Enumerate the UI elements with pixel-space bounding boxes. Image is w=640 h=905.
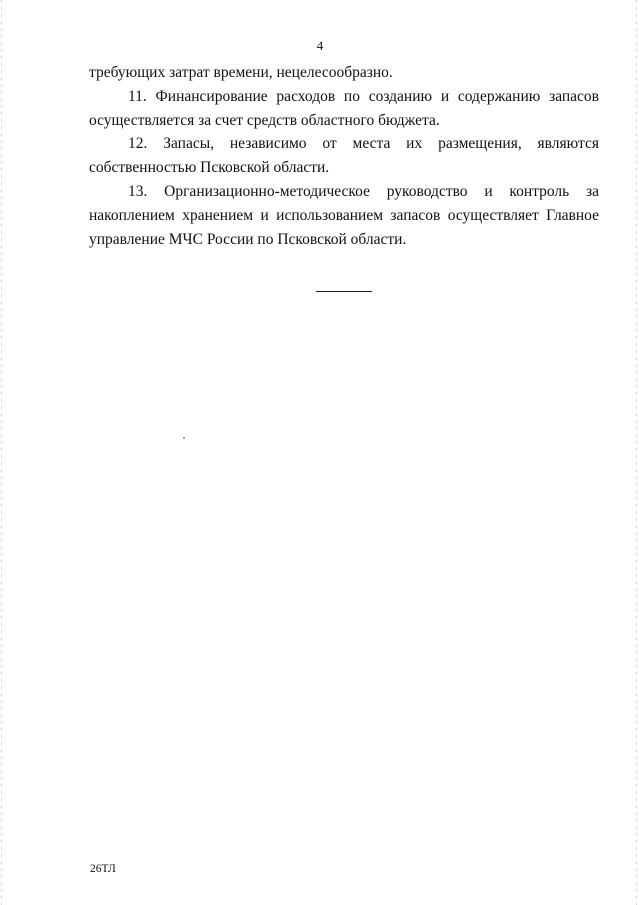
end-separator-line — [316, 291, 372, 292]
document-body — [89, 61, 599, 251]
scan-edge-right — [636, 0, 637, 905]
paragraph-continuation: требующих затрат времени, нецелесообразно. — [89, 64, 393, 81]
paragraph-12: 12. Запасы, независимо от места их размещения, являются собственностью Псковской области. — [89, 135, 599, 177]
footer-code: 26ТЛ — [90, 863, 116, 875]
page-number: 4 — [316, 38, 324, 53]
paragraph-13: 13. Организационно-методическое руководство и контроль за накоплением хранением и использованием запасов осуществляет Главное управление МЧС России по Псковской области. — [89, 182, 599, 248]
paragraph-11: 11. Финансирование расходов по созданию и содержанию запасов осуществляется за счет средств областного бюджета. — [89, 87, 599, 129]
scan-edge-left — [1, 0, 2, 905]
scan-speck — [183, 437, 185, 439]
